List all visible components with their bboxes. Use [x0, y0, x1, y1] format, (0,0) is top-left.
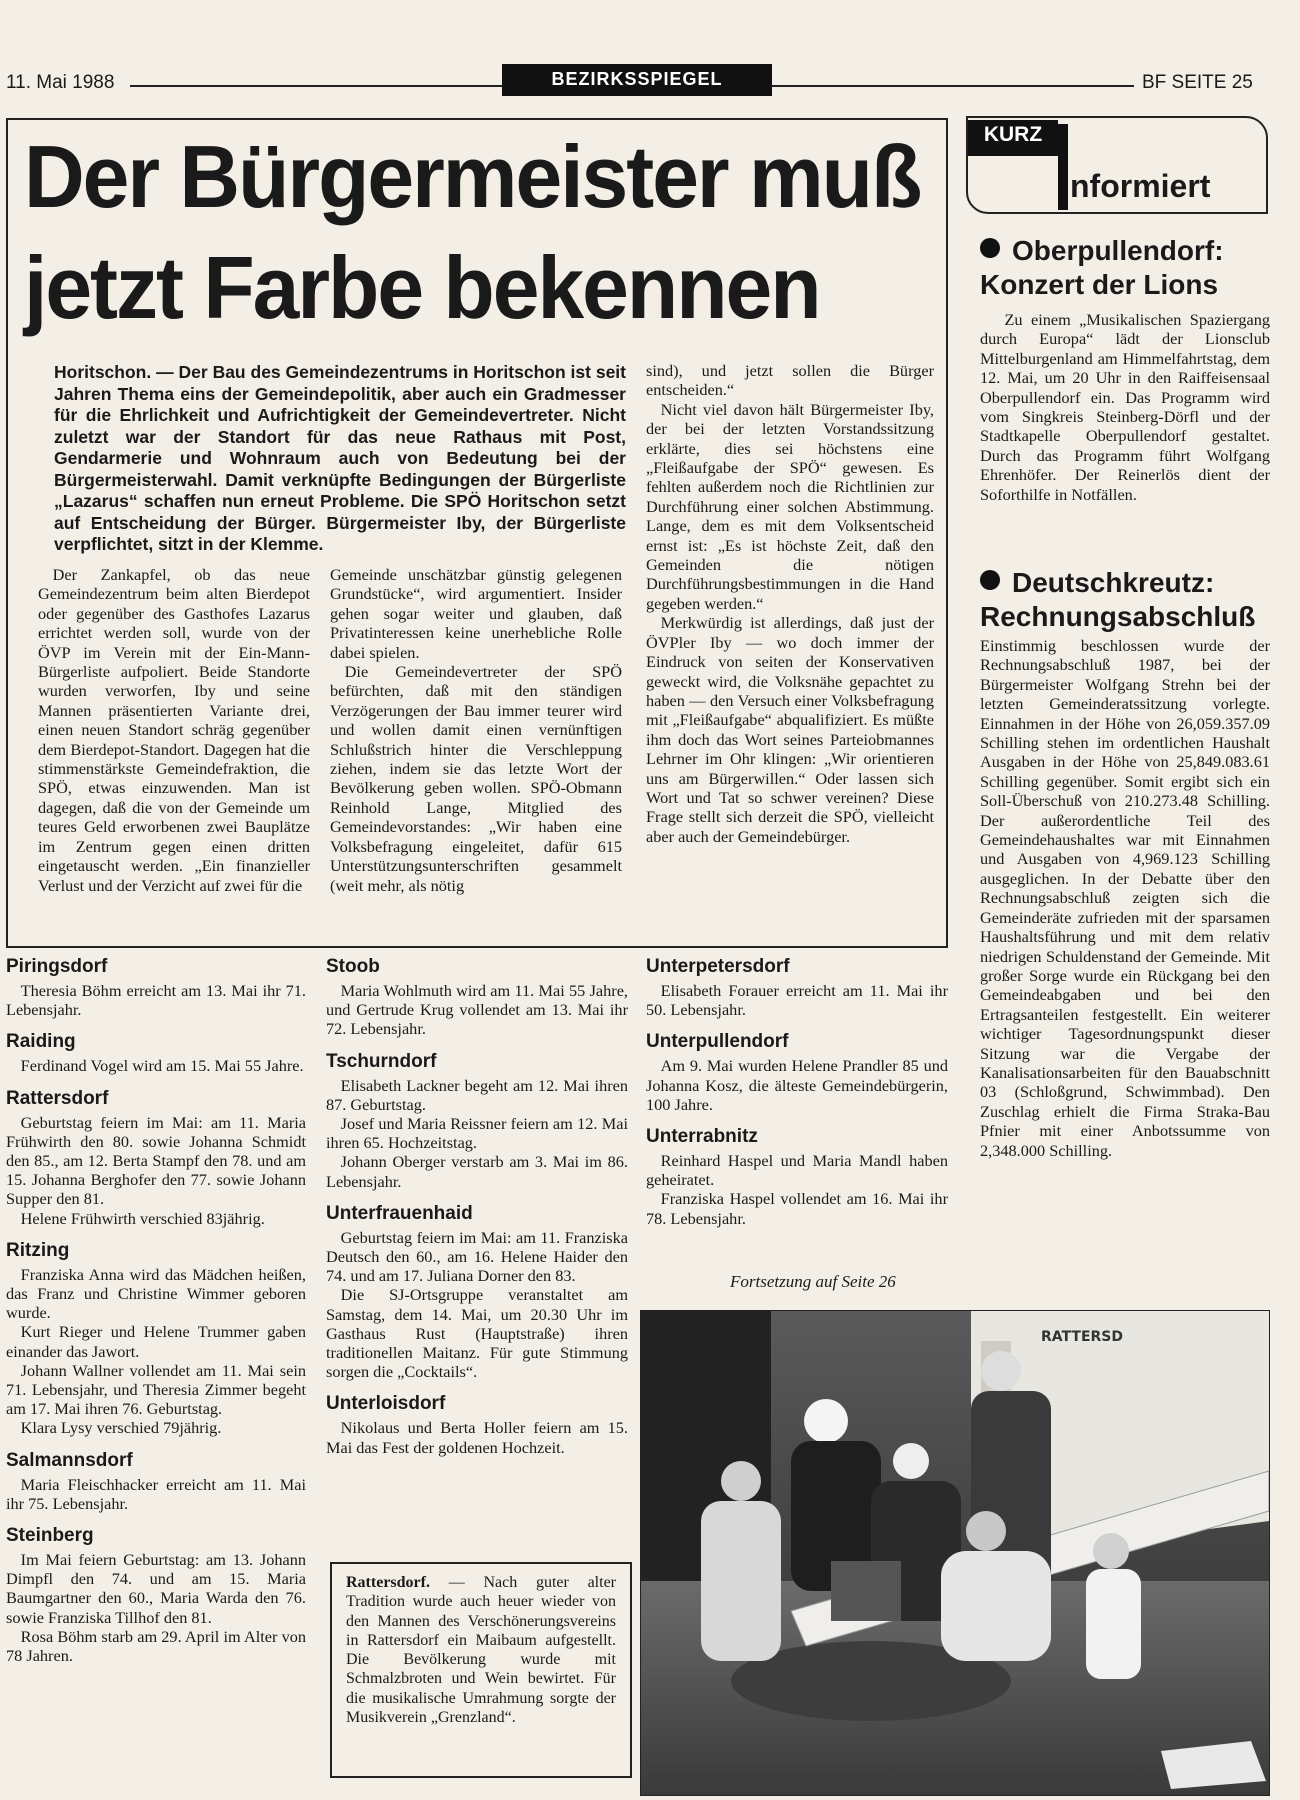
photo-caption: [330, 1562, 632, 1778]
caption-text: — Nach guter alter Tradition wurde auch heuer wieder von den Mannen des Verschönerungsvereins in Rattersdorf ein Maibaum aufgestellt. Die Bevölkerung wurde mit Schmalzbroten und Wein bewirtet. Für die musikalische Umrahmung sorgte der Musikverein „Grenzland“.: [346, 1574, 616, 1727]
bullet-icon: [980, 238, 1000, 258]
local-news-place: Piringsdorf: [6, 956, 108, 977]
local-news-item: Johann Wallner vollendet am 11. Mai sein 71. Lebensjahr, und Theresia Zimmer begeht am 17. Mai ihren 76. Geburtstag.: [6, 1360, 306, 1419]
news-deutschkreutz: [980, 566, 1270, 1160]
news-text: Zu einem „Musikalischen Spaziergang durch Europa“ lädt der Lionsclub Mittelburgenland am Himmelfahrtstag, dem 12. Mai, um 20 Uhr in den Raiffeisensaal Oberpullendorf ein. Das Programm wird vom Singkreis Steinberg-Dörfl und der Stadtkapelle Oberpullendorf gestaltet. Durch das Programm führt Wolfgang Ehrenhöfer. Der Reinerlös dient der Soforthilfe in Notfällen.: [980, 310, 1270, 504]
section-title: BEZIRKSSPIEGEL: [502, 64, 772, 96]
article-column-1: [38, 565, 310, 895]
local-news-place: Unterfrauenhaid: [326, 1202, 473, 1224]
article-column-3: [646, 361, 934, 846]
issue-date: 11. Mai 1988: [6, 72, 115, 93]
local-news-place: Unterpetersdorf: [646, 956, 790, 977]
local-news-column-1: [6, 956, 306, 1665]
local-news-item: Franziska Haspel vollendet am 16. Mai ihr 78. Lebensjahr.: [646, 1189, 948, 1228]
local-news-place: Steinberg: [6, 1525, 94, 1547]
kurz-informiert-word: nformiert: [1070, 168, 1211, 204]
local-news-item: Elisabeth Forauer erreicht am 11. Mai ihr 50. Lebensjahr.: [646, 981, 948, 1020]
local-news-item: Rosa Böhm starb am 29. April im Alter von 78 Jahren.: [6, 1626, 306, 1666]
headline-line-1: Der Bürgermeister muß: [24, 127, 921, 226]
article-paragraph: Nicht viel davon hält Bürgermeister Iby, der bei der letzten Vorstandssitzung erklärte, dies sei höchstens eine „Fleißaufgabe der SPÖ“ gewesen. Es fehlten außerdem noch die Richtlinien zur Durchführung einer solchen Abstimmung. Lange, dem es mit dem Volksentscheid ernst ist: „Es ist höchste Zeit, daß den Gemeinden die nötigen Durchführungsbestimmungen in die Hand gegeben werden.“: [646, 399, 934, 613]
local-news-item: Josef und Maria Reissner feiern am 12. Mai ihren 65. Hochzeitstag.: [326, 1114, 628, 1153]
local-news-item: Am 9. Mai wurden Helene Prandler 85 und Johanna Kosz, die älteste Gemeindebürgerin, 100 Jahre.: [646, 1056, 948, 1114]
header-rule-left: [130, 85, 502, 87]
bullet-icon: [980, 570, 1000, 590]
article-paragraph: Die Gemeindevertreter der SPÖ befürchten, daß mit den ständigen Verzögerungen der Bau immer teurer wird und wollen damit einen vernünftigen Schlußstrich hinter die Verschleppung ziehen, indem sie das letzte Wort der Bevölkerung geben wollen. SPÖ-Obmann Reinhold Lange, Mitglied des Gemeindevorstandes: „Wir haben eine Volksbefragung eingeleitet, dafür 615 Unterstützungsunterschriften gesammelt (weit mehr, als nötig: [330, 662, 622, 895]
local-news-place: Rattersdorf: [6, 1087, 109, 1109]
local-news-item: Kurt Rieger und Helene Trummer gaben einander das Jawort.: [6, 1322, 306, 1361]
local-news-item: Geburtstag feiern im Mai: am 11. Maria Frühwirth den 80. sowie Johanna Schmidt den 85., am 12. Berta Stampf den 78. und am 15. Johanna Berghofer den 77. sowie Johann Supper den 81.: [6, 1112, 306, 1209]
local-news-item: Helene Frühwirth verschied 83jährig.: [20, 1208, 265, 1228]
page-number: BF SEITE 25: [1142, 72, 1253, 93]
local-news-place: Salmannsdorf: [6, 1449, 133, 1471]
continued-note: Fortsetzung auf Seite 26: [730, 1272, 896, 1291]
photo-illustration: [641, 1311, 1269, 1795]
local-news-place: Unterpullendorf: [646, 1031, 789, 1053]
local-news-place: Unterrabnitz: [646, 1126, 758, 1148]
local-news-place: Stoob: [326, 956, 380, 977]
article-paragraph: Gemeinde unschätzbar günstig gelegenen Grundstücke“, wird argumentiert. Insider gehen sogar weiter und glauben, daß Privatinteressen keine unerhebliche Rolle dabei spielen.: [330, 565, 622, 662]
local-news-item: Theresia Böhm erreicht am 13. Mai ihr 71. Lebensjahr.: [6, 981, 306, 1020]
news-subtitle: Konzert der Lions: [980, 269, 1219, 300]
local-news-item: Elisabeth Lackner begeht am 12. Mai ihren 87. Geburtstag.: [326, 1075, 628, 1114]
article-paragraph: Der Zankapfel, ob das neue Gemeindezentrum beim alten Bierdepot oder gegenüber des Gasthofes Lazarus errichtet werden soll, wurde von der ÖVP im Verein mit der Ein-Mann-Bürgerliste aufpoliert. Beide Standorte wurden verworfen, Iby und seine Mannen präsentierten Variante drei, einen neuen Standort schräg gegenüber dem Bierdepot-Standort. Dagegen hat die stimmenstärkste Gemeindefraktion, die SPÖ, etwas einzuwenden. Man ist dagegen, daß die von der Gemeinde um teures Geld erworbenen zwei Bauplätze im Zentrum gegen einen dritten eingetauscht werden. „Ein finanzieller Verlust und der Verzicht auf zwei für die: [38, 565, 310, 895]
local-news-item: Klara Lysy verschied 79jährig.: [20, 1418, 222, 1438]
news-subtitle: Rechnungsabschluß: [980, 601, 1256, 632]
local-news-item: Die SJ-Ortsgruppe veranstaltet am Samstag, dem 14. Mai, um 20.30 Uhr im Gasthaus Rust (Hauptstraße) ihren traditionellen Maitanz. Für gute Stimmung sorgen die „Cocktails“.: [326, 1285, 628, 1382]
news-text: Einstimmig beschlossen wurde der Rechnungsabschluß 1987, bei der Bürgermeister Wolfgang Strehn bei der letzten Gemeinderatssitzung vorlegte. Einnahmen in der Höhe von 26,059.357.09 Schilling stehen im ordentlichen Haushalt Ausgaben in der Höhe von 25,849.083.61 Schilling gegenüber. Somit ergibt sich ein Soll-Überschuß von 210.273.48 Schilling. Der außerordentliche Teil des Gemeindehaushaltes war mit Einnahmen und Ausgaben von 4,969.123 Schilling ausgeglichen. In der Debatte über den Rechnungsabschluß zeigten sich die Gemeinderäte zufrieden mit der sparsamen Haushaltsführung und mit dem relativ niedrigen Schuldenstand der Gemeinde. Mit großer Sorge wurde ein Rückgang bei den Gemeindeabgaben und bei den Ertragsanteilen festgestellt. Ein weiterer wichtiger Tagesordnungspunkt dieser Sitzung war die Vergabe der Kanalisationsarbeiten für den Bauabschnitt 03 (Schloßgrund, Schwimmbad). Den Zuschlag erhielt die Firma Straka-Bau Pfnier mit einer Anbotssumme von 2,348.000 Schilling.: [980, 636, 1270, 1160]
article-column-2: [330, 565, 622, 895]
news-title: Oberpullendorf:: [980, 234, 1270, 268]
news-oberpullendorf: [980, 234, 1270, 504]
photo-sign-text: RATTERSD: [1041, 1329, 1123, 1345]
local-news-place: Raiding: [6, 1031, 76, 1053]
local-news-column-2: [326, 956, 628, 1457]
local-news-item: Johann Oberger verstarb am 3. Mai im 86. Lebensjahr.: [326, 1152, 628, 1191]
news-title: Deutschkreutz:: [980, 566, 1270, 600]
local-news-item: Nikolaus und Berta Holler feiern am 15. Mai das Fest der goldenen Hochzeit.: [326, 1418, 628, 1457]
local-news-item: Geburtstag feiern im Mai: am 11. Franziska Deutsch den 60., am 16. Helene Haider den 74. und am 17. Juliana Dorner den 83.: [326, 1227, 628, 1286]
maibaum-photo: [640, 1310, 1270, 1796]
local-news-place: Ritzing: [6, 1239, 70, 1261]
header-rule-right: [772, 85, 1134, 87]
local-news-item: Ferdinand Vogel wird am 15. Mai 55 Jahre.: [20, 1056, 304, 1076]
article-paragraph: Merkwürdig ist allerdings, daß just der ÖVPler Iby — wo doch immer der Eindruck von seiten der Konservativen geweckt wird, die Volksnähe gepachtet zu haben — den Versuch einer Volksbefragung mit „Fleißaufgabe“ abqualifiziert. Es müßte ihm doch das Wort seines Parteiobmannes Lehrner im Ohr klingen: „Wir orientieren uns am Bürgerwillen.“ Oder lassen sich Wort und Tat so schwer vereinen? Diese Frage stellt sich derzeit die SPÖ, vielleicht aber auch der Gemeindebürger.: [646, 613, 934, 846]
local-news-place: Unterloisdorf: [326, 1393, 446, 1415]
local-news-item: Im Mai feiern Geburtstag: am 13. Johann Dimpfl den 74. und am 15. Maria Baumgartner den 60., Maria Warda den 76. sowie Franziska Tillhof den 81.: [6, 1550, 306, 1627]
headline-line-2: jetzt Farbe bekennen: [24, 238, 820, 337]
local-news-place: Tschurndorf: [326, 1050, 437, 1072]
kurz-tag: KURZ: [968, 120, 1058, 156]
local-news-column-3: [646, 956, 948, 1228]
caption-place: Rattersdorf.: [346, 1574, 430, 1591]
article-paragraph: sind), und jetzt sollen die Bürger entscheiden.“: [646, 361, 934, 400]
kurz-i-letter: [1058, 124, 1068, 210]
local-news-item: Maria Fleischhacker erreicht am 11. Mai ihr 75. Lebensjahr.: [6, 1474, 306, 1513]
local-news-item: Reinhard Haspel und Maria Mandl haben geheiratet.: [646, 1151, 948, 1190]
local-news-item: Maria Wohlmuth wird am 11. Mai 55 Jahre, und Gertrude Krug vollendet am 13. Mai ihr 72. Lebensjahr.: [326, 981, 628, 1039]
article-lead: Horitschon. — Der Bau des Gemeindezentrums in Horitschon ist seit Jahren Thema eins der Gemeindepolitik, aber auch ein Gradmesser für die Ehrlichkeit und Aufrichtigkeit der Gemeindevertreter. Nicht zuletzt war der Standort für das neue Rathaus mit Post, Gendarmerie und Wohnraum auch von Bedeutung bei der Bürgermeisterwahl. Damit verknüpfte Bedingungen der Bürgerliste „Lazarus“ schaffen nun erneut Probleme. Die SPÖ Horitschon setzt auf Entscheidung der Bürger. Bürgermeister Iby, der Bürgerliste verpflichtet, sitzt in der Klemme.: [54, 362, 626, 554]
article-headline: [24, 121, 924, 344]
local-news-item: Franziska Anna wird das Mädchen heißen, das Franz und Christine Wimmer geboren wurde.: [6, 1264, 306, 1323]
